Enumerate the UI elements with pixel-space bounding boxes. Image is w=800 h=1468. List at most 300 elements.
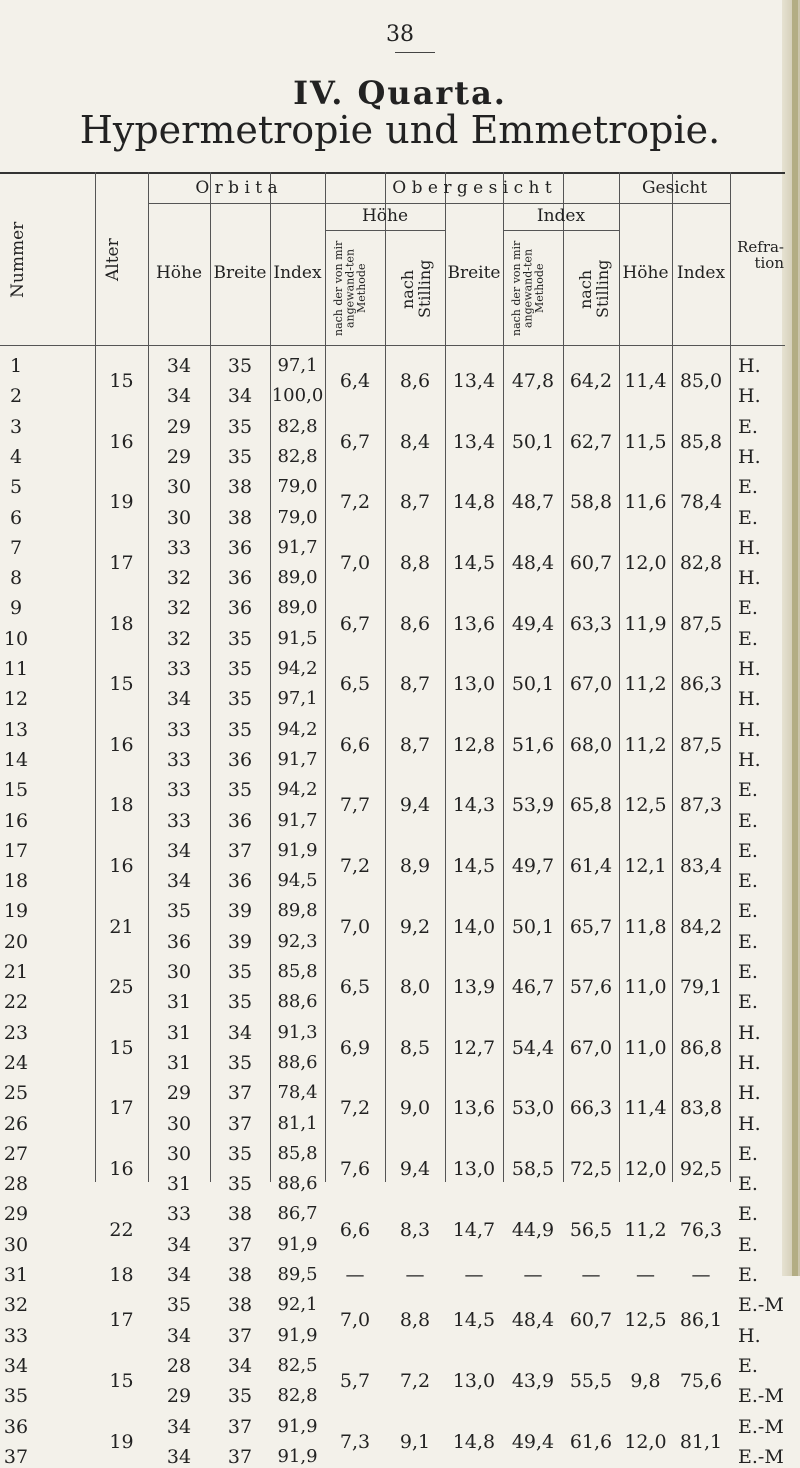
og-breite-cell: 13,9 xyxy=(452,976,496,999)
g-index-cell: 83,8 xyxy=(679,1097,723,1120)
orbita-index-cell: 91,5 xyxy=(277,627,318,649)
orbita-index-cell: 97,1 xyxy=(277,688,318,710)
row-number: 33 xyxy=(3,1324,29,1347)
header-rule xyxy=(148,203,325,204)
row-number: 6 xyxy=(9,506,23,529)
orbita-index-cell: 85,8 xyxy=(277,961,318,982)
orbita-index-cell: 85,8 xyxy=(277,1142,318,1164)
og-hoehe-method-cell: 6,7 xyxy=(339,430,371,453)
og-breite-cell: 12,7 xyxy=(452,1036,496,1059)
refraction-cell: H. xyxy=(738,1112,761,1135)
orbita-hoehe-cell: 34 xyxy=(166,1324,192,1347)
refraction-cell: H. xyxy=(738,536,761,559)
page-number-rule xyxy=(395,52,435,53)
refraction-cell: E. xyxy=(738,809,758,832)
og-hoehe-method-cell: 5,7 xyxy=(339,1370,371,1393)
og-index-stilling-cell: — xyxy=(581,1264,601,1286)
alter-cell: 17 xyxy=(109,551,134,574)
og-hoehe-stilling-cell: 9,2 xyxy=(399,915,431,938)
orbita-breite-cell: 38 xyxy=(227,506,253,529)
orbita-breite-cell: 36 xyxy=(227,809,253,832)
orbita-hoehe-cell: 34 xyxy=(166,870,192,893)
header-og-hoehe-stilling: nach Stilling xyxy=(398,259,434,319)
orbita-hoehe-cell: 31 xyxy=(166,1173,192,1196)
orbita-breite-cell: 37 xyxy=(227,1112,253,1135)
refraction-cell: H. xyxy=(738,1051,761,1074)
og-hoehe-method-cell: 7,6 xyxy=(339,1157,371,1180)
alter-cell: 15 xyxy=(109,1370,134,1393)
g-hoehe-cell: — xyxy=(636,1264,655,1286)
row-number: 11 xyxy=(3,658,29,680)
orbita-index-cell: 91,7 xyxy=(277,536,318,558)
orbita-breite-cell: 35 xyxy=(227,627,253,650)
og-index-method-cell: 50,1 xyxy=(511,915,555,938)
orbita-hoehe-cell: 33 xyxy=(166,718,192,741)
refraction-cell: H. xyxy=(738,688,761,711)
orbita-index-cell: 78,4 xyxy=(277,1082,318,1104)
og-hoehe-method-cell: 7,2 xyxy=(339,854,371,877)
og-hoehe-method-cell: 6,9 xyxy=(339,1036,371,1059)
og-breite-cell: 13,6 xyxy=(452,1097,496,1120)
orbita-hoehe-cell: 34 xyxy=(166,688,192,711)
row-number: 7 xyxy=(9,536,23,559)
og-hoehe-stilling-cell: 9,4 xyxy=(399,1157,431,1180)
row-number: 3 xyxy=(9,415,23,438)
g-index-cell: 84,2 xyxy=(679,915,723,938)
og-breite-cell: 12,8 xyxy=(452,733,496,756)
row-number: 37 xyxy=(3,1445,29,1468)
g-hoehe-cell: 9,8 xyxy=(630,1370,661,1393)
orbita-index-cell: 91,7 xyxy=(277,809,318,831)
og-index-method-cell: 47,8 xyxy=(511,370,555,393)
g-index-cell: 79,1 xyxy=(679,976,723,999)
g-index-cell: 85,0 xyxy=(679,370,723,393)
og-breite-cell: 14,5 xyxy=(452,854,496,877)
g-hoehe-cell: 11,0 xyxy=(624,976,667,999)
orbita-hoehe-cell: 34 xyxy=(166,1264,192,1286)
orbita-hoehe-cell: 32 xyxy=(166,597,192,620)
g-hoehe-cell: 11,8 xyxy=(624,915,667,938)
og-hoehe-stilling-cell: 8,0 xyxy=(399,976,431,999)
orbita-hoehe-cell: 32 xyxy=(166,627,192,650)
og-breite-cell: 13,0 xyxy=(452,1157,496,1180)
refraction-cell: E. xyxy=(738,1203,758,1226)
og-index-method-cell: — xyxy=(523,1264,543,1286)
header-rule xyxy=(503,230,619,231)
og-index-stilling-cell: 56,5 xyxy=(569,1218,613,1241)
orbita-index-cell: 82,8 xyxy=(277,1385,318,1407)
refraction-cell: E. xyxy=(738,476,758,499)
orbita-hoehe-cell: 33 xyxy=(166,809,192,832)
orbita-breite-cell: 35 xyxy=(227,991,253,1014)
og-index-method-cell: 50,1 xyxy=(511,673,555,696)
og-index-stilling-cell: 65,8 xyxy=(569,794,613,817)
header-og-breite: Breite xyxy=(447,263,501,283)
orbita-hoehe-cell: 30 xyxy=(166,506,192,529)
og-hoehe-stilling-cell: 8,7 xyxy=(399,673,431,696)
header-rule xyxy=(325,230,445,231)
og-hoehe-method-cell: 6,5 xyxy=(339,673,371,696)
orbita-hoehe-cell: 33 xyxy=(166,1203,192,1226)
refraction-cell: E. xyxy=(738,779,758,802)
og-hoehe-method-cell: 7,7 xyxy=(339,794,371,817)
refraction-cell: E.-M xyxy=(738,1294,784,1317)
row-number: 15 xyxy=(3,779,29,802)
orbita-breite-cell: 35 xyxy=(227,718,253,741)
og-index-stilling-cell: 60,7 xyxy=(569,551,613,574)
g-hoehe-cell: 11,4 xyxy=(624,370,667,393)
orbita-index-cell: 92,1 xyxy=(277,1294,318,1316)
row-number: 2 xyxy=(9,385,23,408)
og-index-method-cell: 53,0 xyxy=(511,1097,555,1120)
orbita-index-cell: 91,7 xyxy=(277,748,318,770)
header-og-index-method: nach der von mir angewand-ten Methode xyxy=(510,240,547,336)
row-number: 8 xyxy=(9,567,23,590)
header-nummer: Nummer xyxy=(8,221,28,299)
orbita-hoehe-cell: 34 xyxy=(166,1233,192,1256)
page-number: 38 xyxy=(386,22,414,47)
orbita-hoehe-cell: 35 xyxy=(166,1294,192,1317)
refraction-cell: H. xyxy=(738,1324,761,1347)
og-hoehe-stilling-cell: 8,8 xyxy=(399,1309,431,1332)
g-hoehe-cell: 12,0 xyxy=(624,1157,667,1180)
og-hoehe-stilling-cell: 7,2 xyxy=(399,1370,431,1393)
orbita-hoehe-cell: 30 xyxy=(166,1112,192,1135)
refraction-cell: E.-M xyxy=(738,1415,784,1438)
orbita-hoehe-cell: 30 xyxy=(166,476,192,499)
g-hoehe-cell: 11,5 xyxy=(624,430,667,453)
orbita-index-cell: 89,0 xyxy=(277,597,318,619)
row-number: 28 xyxy=(3,1173,29,1196)
og-index-stilling-cell: 68,0 xyxy=(569,733,613,756)
orbita-index-cell: 89,5 xyxy=(277,1264,318,1285)
g-hoehe-cell: 11,2 xyxy=(624,1218,667,1241)
og-index-method-cell: 46,7 xyxy=(511,976,555,999)
og-index-stilling-cell: 61,6 xyxy=(569,1430,613,1453)
og-index-method-cell: 49,7 xyxy=(511,854,555,877)
refraction-cell: E. xyxy=(738,597,758,620)
orbita-index-cell: 91,3 xyxy=(277,1021,318,1043)
orbita-hoehe-cell: 31 xyxy=(166,1051,192,1074)
orbita-index-cell: 94,2 xyxy=(277,718,318,740)
og-hoehe-stilling-cell: 8,9 xyxy=(399,854,431,877)
g-hoehe-cell: 12,5 xyxy=(624,1309,667,1332)
row-number: 27 xyxy=(3,1142,29,1165)
orbita-breite-cell: 34 xyxy=(227,1021,253,1044)
alter-cell: 19 xyxy=(109,491,134,514)
refraction-cell: H. xyxy=(738,1082,761,1105)
alter-cell: 17 xyxy=(109,1309,134,1332)
g-index-cell: 85,8 xyxy=(679,430,723,453)
refraction-cell: E. xyxy=(738,627,758,650)
row-number: 9 xyxy=(9,597,23,620)
header-og-index-stilling: nach Stilling xyxy=(576,259,612,319)
orbita-breite-cell: 35 xyxy=(227,355,253,377)
g-index-cell: 83,4 xyxy=(679,854,723,877)
og-hoehe-method-cell: 7,0 xyxy=(339,551,371,574)
og-hoehe-method-cell: 6,7 xyxy=(339,612,371,635)
g-hoehe-cell: 12,0 xyxy=(624,1430,667,1453)
orbita-hoehe-cell: 29 xyxy=(166,1082,192,1105)
alter-cell: 18 xyxy=(109,612,134,635)
row-number: 21 xyxy=(3,961,29,983)
row-number: 31 xyxy=(3,1264,29,1286)
og-index-method-cell: 50,1 xyxy=(511,430,555,453)
refraction-cell: E. xyxy=(738,870,758,893)
orbita-breite-cell: 35 xyxy=(227,688,253,711)
g-hoehe-cell: 11,2 xyxy=(624,733,667,756)
orbita-hoehe-cell: 31 xyxy=(166,991,192,1014)
og-index-method-cell: 48,4 xyxy=(511,1309,555,1332)
og-index-stilling-cell: 72,5 xyxy=(569,1157,613,1180)
alter-cell: 21 xyxy=(109,915,134,938)
og-breite-cell: 13,6 xyxy=(452,612,496,635)
row-number: 10 xyxy=(3,627,29,650)
orbita-hoehe-cell: 33 xyxy=(166,658,192,680)
g-hoehe-cell: 12,1 xyxy=(624,854,667,877)
g-hoehe-cell: 11,6 xyxy=(624,491,667,514)
orbita-breite-cell: 37 xyxy=(227,839,253,862)
orbita-breite-cell: 36 xyxy=(227,567,253,590)
orbita-index-cell: 86,7 xyxy=(277,1203,318,1225)
orbita-index-cell: 94,2 xyxy=(277,779,318,801)
orbita-breite-cell: 37 xyxy=(227,1082,253,1105)
refraction-cell: E. xyxy=(738,930,758,953)
orbita-breite-cell: 38 xyxy=(227,1203,253,1226)
og-index-stilling-cell: 67,0 xyxy=(569,1036,613,1059)
og-index-stilling-cell: 65,7 xyxy=(569,915,613,938)
orbita-hoehe-cell: 29 xyxy=(166,445,192,468)
og-breite-cell: 13,4 xyxy=(452,370,496,393)
orbita-index-cell: 94,2 xyxy=(277,658,318,679)
alter-cell: 16 xyxy=(109,854,134,877)
refraction-cell: E.-M xyxy=(738,1445,784,1468)
refraction-cell: H. xyxy=(738,748,761,771)
g-index-cell: 86,1 xyxy=(679,1309,723,1332)
orbita-hoehe-cell: 29 xyxy=(166,1385,192,1408)
orbita-hoehe-cell: 34 xyxy=(166,355,192,377)
refraction-cell: H. xyxy=(738,718,761,741)
orbita-hoehe-cell: 34 xyxy=(166,385,192,408)
og-index-method-cell: 48,4 xyxy=(511,551,555,574)
header-obergesicht: O b e r g e s i c h t xyxy=(392,178,552,198)
g-hoehe-cell: 12,5 xyxy=(624,794,667,817)
row-number: 12 xyxy=(3,688,29,711)
g-hoehe-cell: 11,2 xyxy=(624,673,667,696)
orbita-hoehe-cell: 34 xyxy=(166,1445,192,1468)
og-index-method-cell: 53,9 xyxy=(511,794,555,817)
orbita-index-cell: 91,9 xyxy=(277,1324,318,1346)
orbita-index-cell: 100,0 xyxy=(271,385,324,407)
row-number: 23 xyxy=(3,1021,29,1044)
header-refraction: Refra-tion xyxy=(737,238,784,272)
orbita-index-cell: 79,0 xyxy=(277,476,318,498)
header-gesicht: Gesicht xyxy=(641,178,708,198)
g-index-cell: 78,4 xyxy=(679,491,723,514)
row-number: 26 xyxy=(3,1112,29,1135)
row-number: 20 xyxy=(3,930,29,953)
orbita-breite-cell: 38 xyxy=(227,1294,253,1317)
orbita-index-cell: 81,1 xyxy=(277,1112,318,1134)
og-breite-cell: 14,3 xyxy=(452,794,496,817)
orbita-hoehe-cell: 30 xyxy=(166,961,192,983)
orbita-breite-cell: 35 xyxy=(227,445,253,468)
og-breite-cell: 13,4 xyxy=(452,430,496,453)
orbita-breite-cell: 35 xyxy=(227,961,253,983)
og-index-stilling-cell: 57,6 xyxy=(569,976,613,999)
row-number: 19 xyxy=(3,900,29,923)
header-g-index: Index xyxy=(676,263,726,283)
og-hoehe-stilling-cell: 8,6 xyxy=(399,612,431,635)
og-index-stilling-cell: 62,7 xyxy=(569,430,613,453)
og-hoehe-method-cell: 7,0 xyxy=(339,1309,371,1332)
row-number: 34 xyxy=(3,1354,29,1377)
og-index-method-cell: 49,4 xyxy=(511,612,555,635)
orbita-breite-cell: 35 xyxy=(227,658,253,680)
orbita-breite-cell: 37 xyxy=(227,1233,253,1256)
orbita-index-cell: 94,5 xyxy=(277,870,318,892)
og-index-method-cell: 43,9 xyxy=(511,1370,555,1393)
og-hoehe-method-cell: 7,3 xyxy=(339,1430,371,1453)
refraction-cell: H. xyxy=(738,1021,761,1044)
row-number: 25 xyxy=(3,1082,29,1105)
g-index-cell: — xyxy=(691,1264,711,1286)
refraction-cell: E. xyxy=(738,900,758,923)
orbita-breite-cell: 36 xyxy=(227,536,253,559)
orbita-breite-cell: 37 xyxy=(227,1445,253,1468)
g-index-cell: 76,3 xyxy=(679,1218,723,1241)
orbita-index-cell: 91,9 xyxy=(277,1233,318,1255)
header-bottom-rule xyxy=(0,345,785,346)
refraction-cell: E. xyxy=(738,1354,758,1377)
orbita-breite-cell: 39 xyxy=(227,900,253,923)
alter-cell: 15 xyxy=(109,1036,134,1059)
og-hoehe-method-cell: 6,6 xyxy=(339,733,371,756)
header-alter: Alter xyxy=(103,238,123,282)
orbita-index-cell: 82,8 xyxy=(277,415,318,437)
row-number: 5 xyxy=(9,476,23,499)
g-index-cell: 75,6 xyxy=(679,1370,723,1393)
row-number: 32 xyxy=(3,1294,29,1317)
g-index-cell: 86,3 xyxy=(679,673,723,696)
row-number: 16 xyxy=(3,809,29,832)
orbita-index-cell: 89,0 xyxy=(277,567,318,589)
refraction-cell: E. xyxy=(738,1142,758,1165)
og-hoehe-stilling-cell: — xyxy=(405,1264,425,1286)
refraction-cell: H. xyxy=(738,567,761,590)
og-hoehe-stilling-cell: 8,5 xyxy=(399,1036,431,1059)
og-index-stilling-cell: 55,5 xyxy=(569,1370,613,1393)
row-number: 1 xyxy=(9,355,23,377)
alter-cell: 17 xyxy=(109,1097,134,1120)
row-number: 18 xyxy=(3,870,29,893)
refraction-cell: H. xyxy=(738,445,761,468)
refraction-cell: E. xyxy=(738,506,758,529)
orbita-index-cell: 88,6 xyxy=(277,991,318,1013)
og-index-stilling-cell: 63,3 xyxy=(569,612,613,635)
refraction-cell: H. xyxy=(738,355,761,377)
orbita-hoehe-cell: 35 xyxy=(166,900,192,923)
orbita-hoehe-cell: 36 xyxy=(166,930,192,953)
orbita-index-cell: 91,9 xyxy=(277,1445,318,1467)
orbita-breite-cell: 37 xyxy=(227,1415,253,1438)
g-index-cell: 87,5 xyxy=(679,612,723,635)
refraction-cell: E. xyxy=(738,839,758,862)
orbita-hoehe-cell: 30 xyxy=(166,1142,192,1165)
og-hoehe-stilling-cell: 8,7 xyxy=(399,733,431,756)
orbita-breite-cell: 35 xyxy=(227,1173,253,1196)
og-breite-cell: 14,8 xyxy=(452,1430,496,1453)
og-hoehe-method-cell: 6,5 xyxy=(339,976,371,999)
alter-cell: 16 xyxy=(109,1157,134,1180)
og-hoehe-method-cell: 6,6 xyxy=(339,1218,371,1241)
og-hoehe-method-cell: 7,0 xyxy=(339,915,371,938)
orbita-breite-cell: 36 xyxy=(227,748,253,771)
row-number: 35 xyxy=(3,1385,29,1408)
alter-cell: 15 xyxy=(109,673,134,696)
orbita-breite-cell: 36 xyxy=(227,870,253,893)
og-breite-cell: 14,8 xyxy=(452,491,496,514)
row-number: 29 xyxy=(3,1203,29,1226)
col-divider xyxy=(730,172,731,1182)
orbita-breite-cell: 38 xyxy=(227,1264,253,1286)
g-hoehe-cell: 12,0 xyxy=(624,551,667,574)
header-rule xyxy=(619,203,730,204)
header-orbita: O r b i t a xyxy=(195,178,278,198)
g-index-cell: 87,3 xyxy=(679,794,723,817)
orbita-index-cell: 82,5 xyxy=(277,1354,318,1376)
header-og-hoehe-method: nach der von mir angewand-ten Methode xyxy=(332,240,369,336)
og-hoehe-method-cell: — xyxy=(345,1264,365,1286)
refraction-cell: E. xyxy=(738,415,758,438)
og-index-method-cell: 51,6 xyxy=(511,733,555,756)
og-index-method-cell: 49,4 xyxy=(511,1430,555,1453)
og-breite-cell: 13,0 xyxy=(452,1370,496,1393)
header-rule xyxy=(325,203,619,204)
row-number: 14 xyxy=(3,748,29,771)
orbita-hoehe-cell: 33 xyxy=(166,536,192,559)
alter-cell: 19 xyxy=(109,1430,134,1453)
orbita-breite-cell: 39 xyxy=(227,930,253,953)
row-number: 13 xyxy=(3,718,29,741)
og-index-stilling-cell: 66,3 xyxy=(569,1097,613,1120)
orbita-breite-cell: 34 xyxy=(227,385,253,408)
row-number: 4 xyxy=(9,445,23,468)
header-orbita-index: Index xyxy=(273,263,322,283)
header-g-hoehe: Höhe xyxy=(622,263,669,283)
orbita-hoehe-cell: 33 xyxy=(166,779,192,802)
orbita-hoehe-cell: 31 xyxy=(166,1021,192,1044)
alter-cell: 16 xyxy=(109,430,134,453)
og-hoehe-stilling-cell: 9,0 xyxy=(399,1097,431,1120)
g-index-cell: 82,8 xyxy=(679,551,723,574)
g-index-cell: 92,5 xyxy=(679,1157,723,1180)
og-index-stilling-cell: 58,8 xyxy=(569,491,613,514)
orbita-hoehe-cell: 29 xyxy=(166,415,192,438)
og-hoehe-method-cell: 7,2 xyxy=(339,1097,371,1120)
alter-cell: 22 xyxy=(109,1218,134,1241)
refraction-cell: H. xyxy=(738,658,761,680)
header-og-hoehe: Höhe xyxy=(361,206,409,226)
orbita-hoehe-cell: 34 xyxy=(166,839,192,862)
g-index-cell: 81,1 xyxy=(679,1430,723,1453)
alter-cell: 15 xyxy=(109,370,134,393)
alter-cell: 16 xyxy=(109,733,134,756)
og-hoehe-stilling-cell: 8,7 xyxy=(399,491,431,514)
og-breite-cell: 13,0 xyxy=(452,673,496,696)
g-hoehe-cell: 11,4 xyxy=(624,1097,667,1120)
og-index-stilling-cell: 61,4 xyxy=(569,854,613,877)
